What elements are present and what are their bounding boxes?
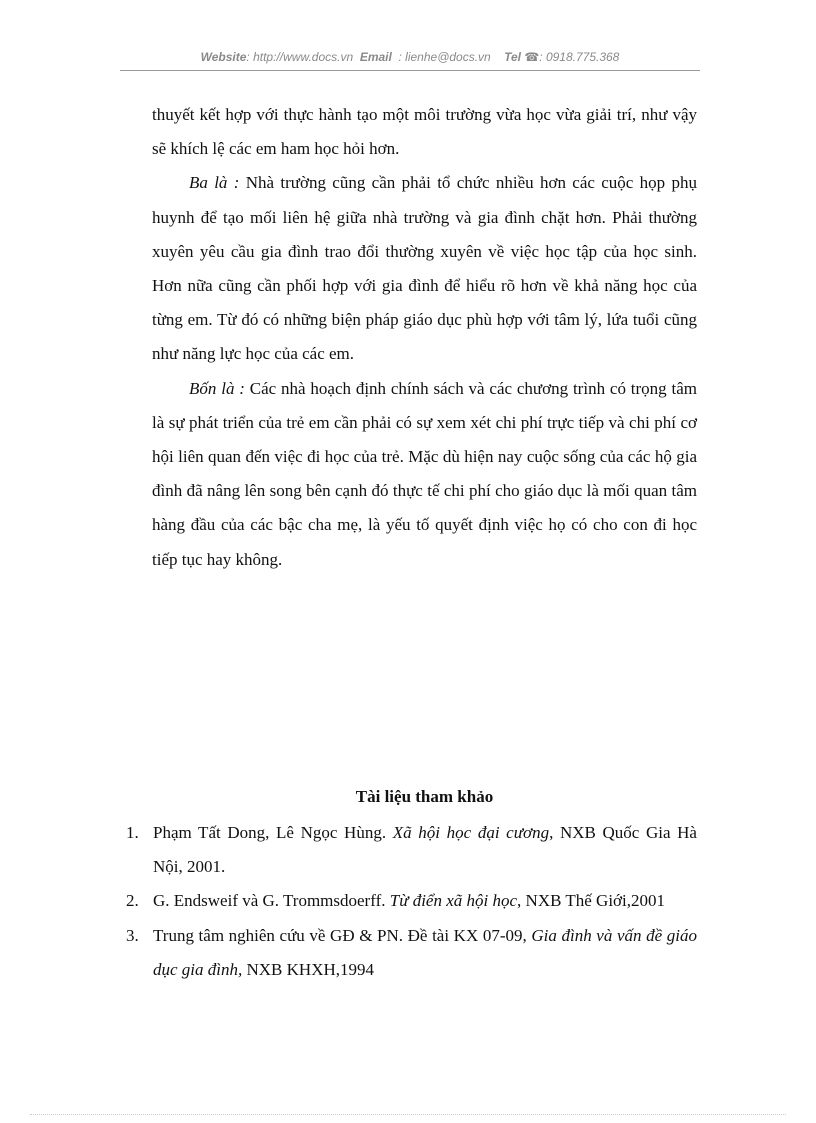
paragraph-3-lead: Bốn là :: [189, 378, 245, 398]
phone-icon: ☎: [524, 50, 540, 64]
reference-title: Từ điển xã hội học: [389, 891, 518, 911]
reference-title: Gia đình và vấn đề giáo dục gia đình,: [153, 925, 697, 979]
footer-divider: [30, 1114, 786, 1115]
reference-number: 1.: [126, 823, 139, 842]
reference-item: [120, 816, 697, 884]
reference-number: 2.: [126, 891, 139, 911]
website-value: : http://www.docs.vn: [246, 50, 354, 64]
reference-publisher: , NXB Thế Giới,2001: [517, 891, 666, 911]
references-list: [120, 816, 697, 987]
reference-text: Phạm Tất Dong, Lê Ngọc Hùng.: [153, 823, 393, 842]
reference-item: [120, 884, 697, 918]
reference-number: 3.: [126, 925, 139, 945]
paragraph-1: thuyết kết hợp với thực hành tạo một môi trường vừa học vừa giải trí, như vậy sẽ khích lệ các em ham học hỏi hơn.: [152, 105, 697, 159]
tel-value: : 0918.775.368: [539, 50, 620, 64]
tel-label: Tel: [504, 50, 521, 64]
paragraph-2: [152, 166, 697, 371]
reference-title: Xã hội học đại cương: [392, 823, 550, 842]
body-text: [152, 98, 697, 577]
email-label: Email: [359, 50, 392, 64]
email-value: : lienhe@docs.vn: [398, 50, 491, 64]
references-title: Tài liệu tham khảo: [355, 787, 494, 806]
reference-text: G. Endsweif và G. Trommsdoerff.: [153, 891, 390, 911]
reference-publisher: NXB KHXH,1994: [242, 959, 374, 979]
paragraph-3-text: Các nhà hoạch định chính sách và các chương trình có trọng tâm là sự phát triển của trẻ em cần phải có sự xem xét chi phí trực tiếp và chi phí cơ hội liên quan đến việc đi học của trẻ. Mặc dù hiện nay cuộc sống của các hộ gia đình đã nâng lên song bên cạnh đó thực tế chi phí cho giáo dục là mối quan tâm hàng đầu của các bậc cha mẹ, là yếu tố quyết định việc họ có cho con đi học tiếp tục hay không.: [152, 378, 697, 569]
header-divider: [120, 70, 700, 71]
paragraph-2-text: Nhà trường cũng cần phải tổ chức nhiều hơn các cuộc họp phụ huynh để tạo mối liên hệ giữa nhà trường và gia đình chặt hơn. Phải thường xuyên yêu cầu gia đình trao đổi thường xuyên về việc học tập của học sinh. Hơn nữa cũng cần phối hợp với gia đình để hiểu rõ hơn về khả năng học của từng em. Từ đó có những biện pháp giáo dục phù hợp với tâm lý, lứa tuổi cũng như năng lực học của các em.: [152, 173, 697, 364]
website-label: Website: [200, 50, 247, 64]
paragraph-2-lead: Ba là :: [189, 173, 240, 193]
page-header: [120, 50, 700, 64]
reference-item: [120, 919, 697, 987]
reference-publisher: , NXB Quốc Gia Hà Nội, 2001.: [153, 823, 697, 877]
paragraph-3: [152, 372, 697, 577]
reference-text: Trung tâm nghiên cứu về GĐ & PN. Đề tài KX 07-09,: [153, 925, 532, 945]
